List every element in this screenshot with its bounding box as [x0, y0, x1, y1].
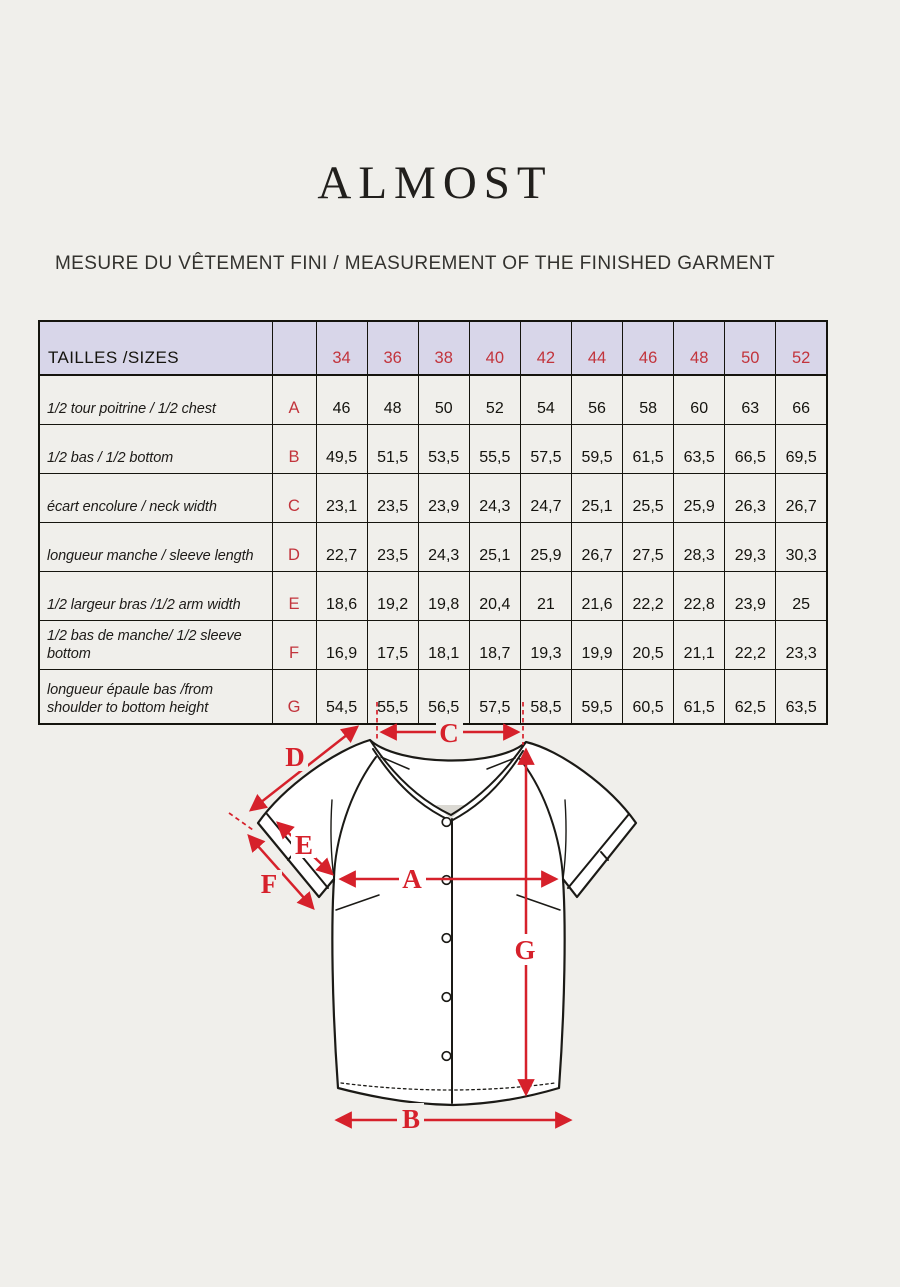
measure-letter: C	[272, 474, 316, 523]
table-row	[39, 621, 827, 670]
page-subtitle: MESURE DU VÊTEMENT FINI / MEASUREMENT OF THE FINISHED GARMENT	[54, 253, 776, 274]
measure-value: 18,7	[469, 621, 520, 670]
button	[442, 1052, 451, 1061]
measure-value: 22,8	[674, 572, 725, 621]
label-a: A	[402, 864, 422, 894]
measure-label: 1/2 tour poitrine / 1/2 chest	[39, 375, 272, 425]
measure-value: 57,5	[469, 670, 520, 725]
measure-value: 54,5	[316, 670, 367, 725]
measure-value: 23,5	[367, 523, 418, 572]
table-row	[39, 572, 827, 621]
measure-value: 60	[674, 375, 725, 425]
label-d: D	[285, 742, 305, 772]
size-column-header: 48	[674, 321, 725, 375]
label-g: G	[514, 935, 536, 965]
measure-value: 49,5	[316, 425, 367, 474]
measure-value: 25,1	[571, 474, 622, 523]
measure-value: 66,5	[725, 425, 776, 474]
measure-value: 26,3	[725, 474, 776, 523]
measure-value: 29,3	[725, 523, 776, 572]
measure-value: 24,3	[418, 523, 469, 572]
table-header-tailles-sizes: TAILLES /SIZES	[39, 321, 272, 375]
page-title: ALMOST	[317, 157, 553, 209]
table-row	[39, 523, 827, 572]
table-header-letter-spacer	[272, 321, 316, 375]
measure-value: 19,8	[418, 572, 469, 621]
table-row	[39, 425, 827, 474]
size-column-header: 52	[776, 321, 827, 375]
label-b: B	[401, 1104, 421, 1134]
measure-label: 1/2 largeur bras /1/2 arm width	[39, 572, 272, 621]
measure-value: 58	[623, 375, 674, 425]
measure-value: 16,9	[316, 621, 367, 670]
measure-label: longueur épaule bas /from shoulder to bottom height	[39, 670, 272, 725]
measure-value: 21,1	[674, 621, 725, 670]
measure-value: 54	[520, 375, 571, 425]
measure-value: 26,7	[776, 474, 827, 523]
shirt-silhouette	[258, 740, 636, 1105]
size-column-header: 50	[725, 321, 776, 375]
table-header-row	[39, 321, 827, 375]
button	[442, 934, 451, 943]
measure-value: 25,9	[674, 474, 725, 523]
measure-value: 52	[469, 375, 520, 425]
measure-value: 24,3	[469, 474, 520, 523]
measure-value: 19,3	[520, 621, 571, 670]
measure-value: 61,5	[623, 425, 674, 474]
measure-value: 19,9	[571, 621, 622, 670]
measure-value: 56,5	[418, 670, 469, 725]
measure-value: 26,7	[571, 523, 622, 572]
size-chart-table	[38, 320, 828, 725]
measure-value: 28,3	[674, 523, 725, 572]
measure-letter: F	[272, 621, 316, 670]
measure-letter: B	[272, 425, 316, 474]
button	[442, 818, 451, 827]
measure-value: 59,5	[571, 670, 622, 725]
measure-value: 24,7	[520, 474, 571, 523]
guide-dashed-d-end	[229, 813, 253, 830]
measure-value: 20,5	[623, 621, 674, 670]
measure-value: 22,2	[725, 621, 776, 670]
measure-label: longueur manche / sleeve length	[39, 523, 272, 572]
measure-value: 61,5	[674, 670, 725, 725]
measure-value: 60,5	[623, 670, 674, 725]
measure-value: 20,4	[469, 572, 520, 621]
measure-value: 46	[316, 375, 367, 425]
measure-value: 23,5	[367, 474, 418, 523]
measure-value: 22,7	[316, 523, 367, 572]
label-e: E	[294, 830, 314, 860]
measure-letter: E	[272, 572, 316, 621]
measure-value: 51,5	[367, 425, 418, 474]
measure-value: 18,6	[316, 572, 367, 621]
measure-value: 50	[418, 375, 469, 425]
table-row	[39, 474, 827, 523]
size-column-header: 40	[469, 321, 520, 375]
size-column-header: 46	[623, 321, 674, 375]
measure-value: 18,1	[418, 621, 469, 670]
measure-value: 69,5	[776, 425, 827, 474]
measure-value: 48	[367, 375, 418, 425]
measure-value: 55,5	[469, 425, 520, 474]
label-c: C	[439, 718, 459, 748]
measure-label: 1/2 bas / 1/2 bottom	[39, 425, 272, 474]
measure-value: 63,5	[776, 670, 827, 725]
measure-value: 25,1	[469, 523, 520, 572]
measure-letter: G	[272, 670, 316, 725]
measure-value: 57,5	[520, 425, 571, 474]
garment-diagram	[200, 680, 700, 1180]
size-column-header: 42	[520, 321, 571, 375]
measure-letter: A	[272, 375, 316, 425]
measure-label: 1/2 bas de manche/ 1/2 sleeve bottom	[39, 621, 272, 670]
measure-value: 23,3	[776, 621, 827, 670]
measure-value: 56	[571, 375, 622, 425]
measure-value: 30,3	[776, 523, 827, 572]
measure-value: 55,5	[367, 670, 418, 725]
garment-outline	[258, 740, 636, 1105]
measure-value: 66	[776, 375, 827, 425]
measure-value: 21	[520, 572, 571, 621]
measure-value: 23,9	[418, 474, 469, 523]
button	[442, 993, 451, 1002]
measure-value: 53,5	[418, 425, 469, 474]
measure-value: 25,9	[520, 523, 571, 572]
measure-value: 27,5	[623, 523, 674, 572]
size-column-header: 36	[367, 321, 418, 375]
size-column-header: 44	[571, 321, 622, 375]
measure-value: 25,5	[623, 474, 674, 523]
size-column-header: 38	[418, 321, 469, 375]
label-f: F	[260, 869, 278, 899]
measure-value: 23,1	[316, 474, 367, 523]
measure-value: 58,5	[520, 670, 571, 725]
measure-value: 63,5	[674, 425, 725, 474]
measure-value: 62,5	[725, 670, 776, 725]
measure-value: 23,9	[725, 572, 776, 621]
size-column-header: 34	[316, 321, 367, 375]
measure-value: 63	[725, 375, 776, 425]
measure-value: 59,5	[571, 425, 622, 474]
measure-label: écart encolure / neck width	[39, 474, 272, 523]
measure-letter: D	[272, 523, 316, 572]
measure-value: 22,2	[623, 572, 674, 621]
measure-value: 19,2	[367, 572, 418, 621]
measure-value: 25	[776, 572, 827, 621]
table-row	[39, 375, 827, 425]
measure-value: 21,6	[571, 572, 622, 621]
measure-value: 17,5	[367, 621, 418, 670]
